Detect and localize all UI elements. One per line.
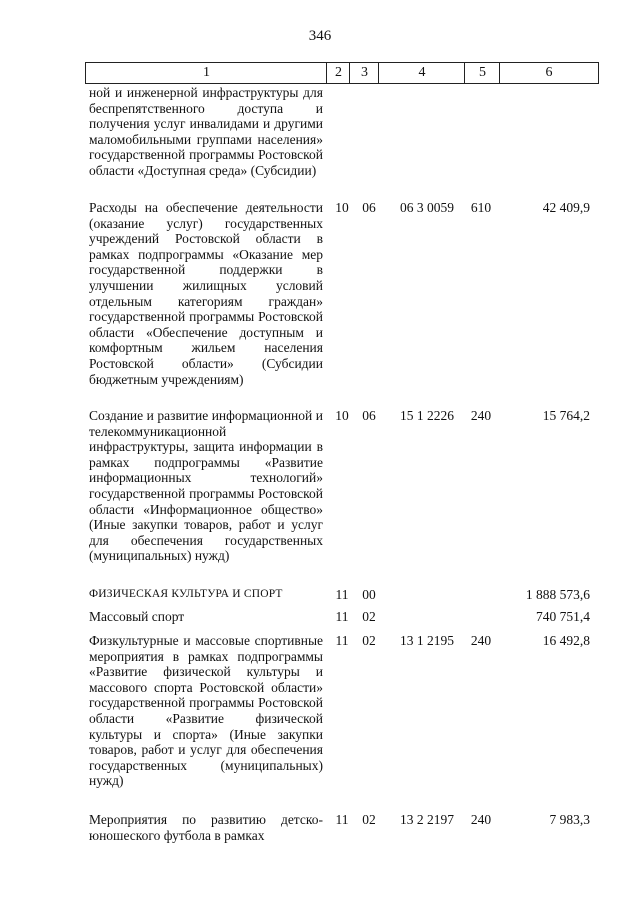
row-subsection: 00 [362, 587, 376, 602]
row-section: 10 [335, 408, 349, 423]
header-col-3: 3 [349, 62, 379, 84]
row-subsection: 02 [362, 812, 376, 827]
row-amount: 740 751,4 [536, 609, 590, 624]
row-section: 11 [335, 812, 349, 827]
header-col-4: 4 [378, 62, 465, 84]
row-amount: 1 888 573,6 [525, 587, 590, 602]
row-subsection: 02 [362, 609, 376, 624]
row-name: Мероприятия по развитию детско-юношеского футбола в рамках [89, 812, 323, 843]
row-target-code: 15 1 2226 [400, 408, 454, 423]
row-section: 11 [335, 609, 349, 624]
table-header [85, 62, 598, 84]
page-number: 346 [308, 28, 332, 44]
row-amount: 15 764,2 [542, 408, 590, 423]
row-section: 10 [335, 200, 349, 215]
row-amount: 42 409,9 [542, 200, 590, 215]
row-expense-type: 240 [470, 408, 492, 423]
row-amount: 16 492,8 [542, 633, 590, 648]
header-col-2: 2 [326, 62, 350, 84]
row-name: ной и инженерной инфраструктуры для беспрепятственного доступа и получения услуг инвалидами и другими маломобильными группами населения» государственной программы Ростовской области «Доступная среда» (Субсидии) [89, 85, 323, 178]
header-col-1: 1 [85, 62, 327, 84]
header-col-6: 6 [499, 62, 599, 84]
row-expense-type: 240 [470, 812, 492, 827]
row-expense-type: 240 [470, 633, 492, 648]
row-section: 11 [335, 587, 349, 602]
row-name: Физкультурные и массовые спортивные мероприятия в рамках подпрограммы «Развитие физической культуры и массового спорта Ростовской области» государственной программы Ростовской области «Развитие физической культуры и спорта» (Иные закупки товаров, работ и услуг для обеспечения государственных (муниципальных) нужд) [89, 633, 323, 789]
row-section: 11 [335, 633, 349, 648]
row-target-code: 13 1 2195 [400, 633, 454, 648]
row-expense-type: 610 [470, 200, 492, 215]
row-name: Расходы на обеспечение деятельности (оказание услуг) государственных учреждений Ростовской области в рамках подпрограммы «Оказание мер государственной поддержки в улучшении жилищных условий отдельным категориям граждан» государственной программы Ростовской области «Обеспечение доступным и комфортным жильем населения Ростовской области» (Субсидии бюджетным учреждениям) [89, 200, 323, 387]
row-target-code: 06 3 0059 [400, 200, 454, 215]
row-subsection: 02 [362, 633, 376, 648]
row-name: ФИЗИЧЕСКАЯ КУЛЬТУРА И СПОРТ [89, 588, 283, 600]
row-target-code: 13 2 2197 [400, 812, 454, 827]
row-subsection: 06 [362, 200, 376, 215]
row-subsection: 06 [362, 408, 376, 423]
header-col-5: 5 [464, 62, 500, 84]
row-amount: 7 983,3 [549, 812, 590, 827]
row-name: Массовый спорт [89, 609, 185, 624]
row-name: Создание и развитие информационной и телекоммуникационной инфраструктуры, защита информации в рамках подпрограммы «Развитие информационных технологий» государственной программы Ростовской области «Информационное общество» (Иные закупки товаров, работ и услуг для обеспечения государственных (муниципальных) нужд) [89, 408, 323, 564]
